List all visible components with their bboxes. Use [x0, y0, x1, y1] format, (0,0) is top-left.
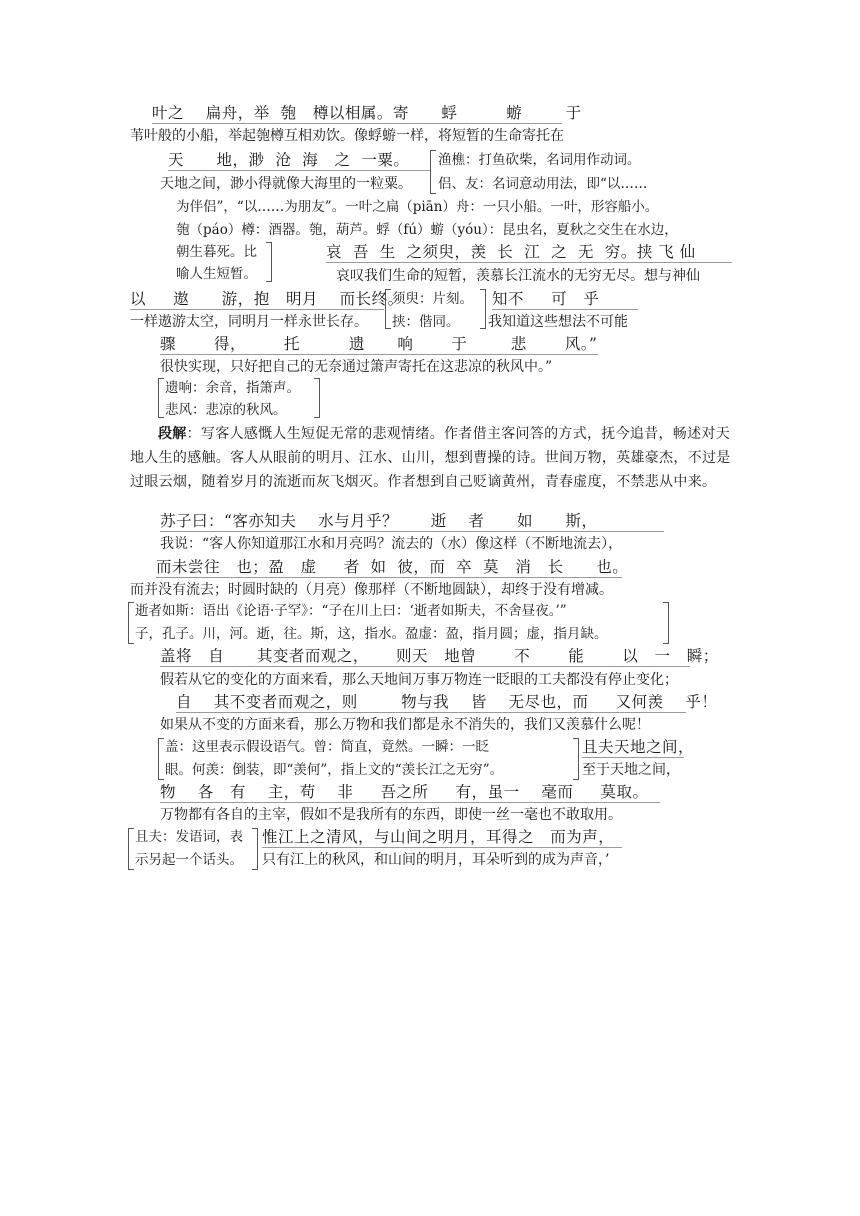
annotation-note: 示另起一个话头。: [135, 852, 243, 868]
translation-line: 如果从不变的方面来看，那么万物和我们都是永不消失的，我们又羡慕什么呢！: [160, 717, 650, 733]
source-line: 苏子曰：“客亦知夫 水与月乎？ 逝 者 如 斯，: [160, 511, 664, 532]
source-line: 而未尝往 也；盈 虚 者 如 彼，而 卒 莫 消 长 也。: [156, 558, 629, 576]
translation-line: 至于天地之间，: [582, 762, 680, 778]
translation-line: 哀叹我们生命的短暂，羡慕长江流水的无穷无尽。想与神仙: [336, 268, 700, 284]
source-line: 且夫天地之间，: [582, 738, 695, 756]
note-bracket: [266, 242, 272, 282]
source-line: 天 地，渺 沧 海 之 一粟。: [168, 150, 430, 171]
paragraph-summary: [130, 422, 736, 494]
annotation-note: 挟：偕同。: [392, 314, 460, 330]
annotation-note: 匏（páo）樽：酒器。匏，葫芦。蜉（fú）蝣（yóu）：昆虫名，夏秋之交生在水边，: [176, 222, 678, 238]
annotation-note: 盖：这里表示假设语气。曾：简直，竟然。一瞬：一眨: [165, 739, 489, 755]
translation-line: 假若从它的变化的方面来看，那么天地间万事万物连一眨眼的工夫都没有停止变化；: [160, 672, 678, 688]
annotation-note: 逝者如斯：语出《论语·子罕》：“子在川上曰：‘逝者如斯夫，不舍昼夜。’”: [135, 603, 567, 619]
summary-label: 段解: [158, 426, 187, 442]
note-bracket: [158, 378, 164, 418]
note-bracket: [158, 738, 164, 780]
summary-text: ：写客人感慨人生短促无常的悲观情绪。作者借主客问答的方式，抚今追昔，畅述对天地人生的感触。客人从眼前的明月、江水、山川，想到曹操的诗。世间万物，英雄豪杰，不过是过眼云烟，随着岁月的流逝而灰飞烟灭。作者想到自己贬谪黄州，青春虚度，不禁悲从中来。: [130, 426, 731, 490]
annotation-note: 且夫：发语词，表: [135, 829, 243, 845]
translation-line: 只有江上的秋风，和山间的明月，耳朵听到的成为声音，’: [262, 852, 610, 868]
translation-line: 我说：“客人你知道那江水和月亮吗？流去的（水）像这样（不断地流去），: [160, 536, 623, 552]
annotation-note: 喻人生短暂。: [176, 266, 257, 282]
source-line: 知不 可 乎: [492, 289, 638, 310]
annotation-note: 朝生暮死。比: [176, 244, 257, 260]
annotation-note: 眼。何羡：倒装，即“羡何”，指上文的“羡长江之无穷”。: [165, 762, 504, 778]
annotation-note: 悲风：悲凉的秋风。: [165, 402, 287, 418]
source-line: 自 其不变者而观之，则 物与我 皆 无尽也，而 又何羡 乎！: [176, 693, 718, 711]
note-bracket: [573, 738, 579, 780]
translation-line: 而并没有流去；时圆时缺的（月亮）像那样（不断地圆缺），却终于没有增减。: [130, 582, 613, 598]
annotation-note: 遗响：余音，指箫声。: [165, 380, 300, 396]
translation-line: 苇叶般的小船，举起匏樽互相劝饮。像蜉蝣一样，将短暂的生命寄托在: [130, 128, 564, 144]
source-line: 惟江上之清风，与山间之明月，耳得之 而为声，: [262, 827, 622, 848]
translation-line: 我知道这些想法不可能: [488, 314, 628, 330]
note-bracket: [314, 378, 320, 418]
translation-line: 万物都有各自的主宰，假如不是我所有的东西，即使一丝一毫也不敢取用。: [160, 807, 622, 823]
annotation-note: 须臾：片刻。: [392, 291, 473, 307]
note-bracket: [480, 289, 486, 329]
annotation-note: 为伴侣”，“以……为朋友”。一叶之扁（piān）舟：一只小船。一叶，形容船小。: [176, 199, 659, 215]
source-line: 哀 吾 生 之须臾，羡 长 江 之 无 穷。挟 飞 仙: [326, 242, 732, 263]
translation-line: 一样遨游太空，同明月一样永世长存。: [130, 314, 368, 330]
source-line: 以 遨 游，抱 明月 而长终。: [130, 290, 404, 308]
source-line: 骤 得， 托 遗 响 于 悲 风。”: [160, 335, 598, 353]
source-line: 盖将 自 其变者而观之， 则天 地曾 不 能 以 一 瞬；: [160, 647, 719, 665]
translation-line: 很快实现，只好把自己的无奈通过箫声寄托在这悲凉的秋风中。”: [160, 359, 553, 375]
annotation-note: 侣、友：名词意动用法，即“以……: [438, 176, 648, 192]
annotation-note: 子，孔子。川，河。逝，往。斯，这，指水。盈虚：盈，指月圆；虚，指月缺。: [135, 626, 608, 642]
annotation-note: 渔樵：打鱼砍柴，名词用作动词。: [438, 152, 641, 168]
note-bracket: [385, 289, 391, 329]
source-line: 物 各 有 主，苟 非 吾之所 有，虽一 毫而 莫取。: [160, 782, 660, 803]
note-bracket: [128, 828, 134, 870]
note-bracket: [663, 602, 669, 644]
source-line: 叶之 扁舟，举 匏 樽以相属。寄 蜉 蝣 于: [152, 104, 582, 122]
note-bracket: [128, 602, 134, 644]
note-bracket: [252, 828, 258, 870]
note-bracket: [430, 150, 436, 194]
translation-line: 天地之间，渺小得就像大海里的一粒粟。: [160, 176, 412, 192]
